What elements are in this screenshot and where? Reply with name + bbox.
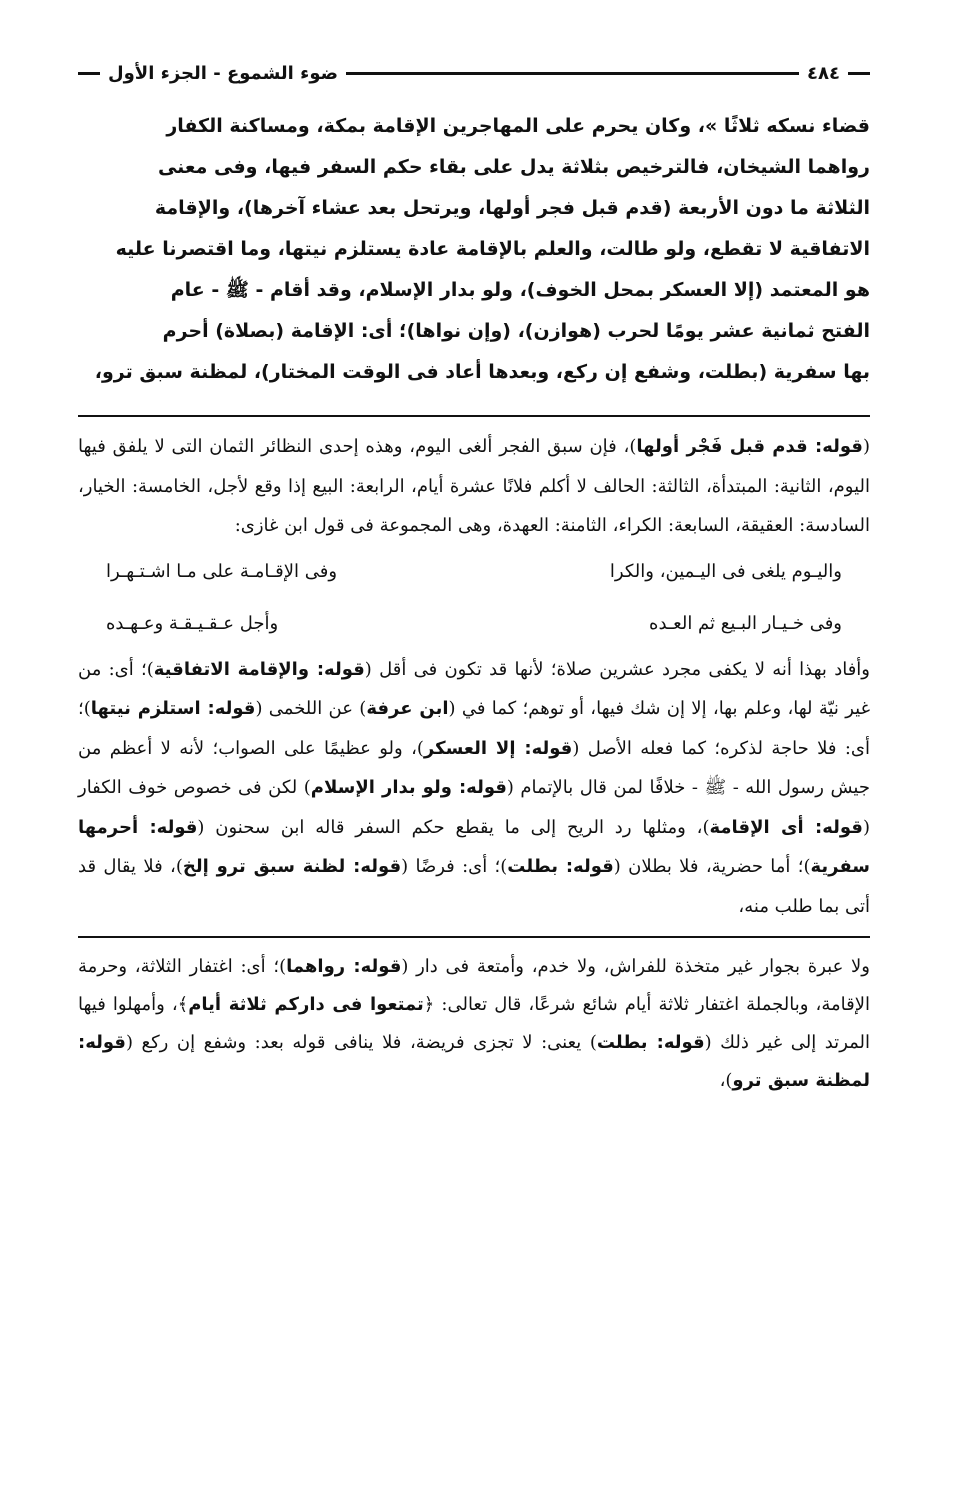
verse-hemistich-left: وأجل عـقـيـقـة وعـهـده: [106, 612, 279, 634]
quoted-term: ابن عرفة: [366, 698, 449, 719]
commentary-text: )، ولو عظيمًا على الصواب؛ لأنه لا أعظم من جيش رسول الله - ﷺ - خلافًا لمن قال بالإتمام (: [78, 737, 870, 798]
commentary-text: )، فلا يقال قد أتى بما طلب منه،: [78, 856, 870, 917]
header-rule-start: [848, 72, 870, 75]
commentary-text: ) لكن فى خصوص خوف الكفار (: [78, 777, 870, 838]
quoted-term: قوله: قدم قبل فَجْر أولها: [636, 436, 863, 457]
verse-line-1: [78, 546, 870, 598]
quoted-term: قوله: والإقامة الاتفاقية: [153, 658, 365, 680]
verse-hemistich-right: وفى خـيـار البـيع ثم العـده: [649, 612, 842, 634]
main-line: بها سفرية (بطلت، وشفع إن ركع، وبعدها أعاد فى الوقت المختار)، لمظنة سبق ترو،: [94, 361, 870, 383]
footnote-text: )،: [719, 1070, 733, 1091]
quoted-term: قوله: أحرمها سفرية: [78, 816, 871, 877]
running-header: [78, 58, 870, 88]
commentary-text: )؛ أى: من غير نيّة لها، وعلم بها، إلا إن شك فيها، أو توهم؛ كما في (: [78, 658, 871, 719]
quoted-term: قوله: ولو بدار الإسلام: [310, 777, 507, 798]
verse-hemistich-right: واليـوم يلغى فى اليـمين، والكرا: [609, 560, 842, 582]
commentary-divider: [78, 415, 870, 417]
quoted-term: قوله: رواهما: [286, 956, 402, 977]
header-rule: [346, 72, 799, 75]
footnote-paragraph: [78, 948, 870, 1100]
commentary-text: )؛ أما حضرية، فلا بطلان (: [613, 856, 811, 877]
header-rule-end: [78, 72, 100, 75]
book-title: ضوء الشموع - الجزء الأول: [108, 62, 338, 84]
main-line: الفتح ثمانية عشر يومًا لحرب (هوازن)، (وإن نواها)؛ أى: الإقامة (بصلاة) أحرم: [162, 320, 870, 342]
main-line: الثلاثة ما دون الأربعة (قدم قبل فجر أولها، ويرتحل بعد عشاء آخرها)، والإقامة: [154, 197, 870, 219]
quoted-term: قوله: أى الإقامة: [709, 816, 863, 838]
commentary-text: )، ومثلها رد الريح إلى ما يقطع حكم السفر قاله ابن سحنون (: [197, 816, 710, 838]
page-number: ٤٨٤: [807, 62, 840, 84]
main-line: هو المعتمد (إلا العسكر بمحل الخوف)، ولو بدار الإسلام، وقد أقام - ﷺ - عام: [170, 279, 870, 301]
footnote-text: )؛ أى: اغتفار الثلاثة، وحرمة الإقامة، وبالجملة اغتفار ثلاثة أيام شائع شرعًا، قال تعالى: ﴿: [78, 956, 870, 1015]
commentary-text: ) عن اللخمى (: [255, 698, 367, 719]
main-line: الاتفاقية لا تقطع، ولو طالت، والعلم بالإقامة عادة يستلزم نيتها، وما اقتصرنا عليه: [115, 238, 870, 260]
verse-line-2: [78, 598, 870, 650]
commentary-text: وأفاد بهذا أنه لا يكفى مجرد عشرين صلاة؛ لأنها قد تكون فى أقل (: [364, 658, 870, 680]
footnote-divider: [78, 936, 870, 938]
quoted-term: قوله: بطلت: [596, 1032, 705, 1053]
commentary-paragraph-2: [78, 650, 870, 927]
main-text: [78, 106, 870, 393]
commentary-text: )، فإن سبق الفجر ألغى اليوم، وهذه إحدى النظائر الثمان التى لا يلفق فيها اليوم، الثانية: المبتدأة، الثالثة: الحالف لا أكلم فلانًا عشرة أيام، الرابعة: البيع إذا وقع لأجل، الخامسة: الخيار، السادسة: العقيقة، السابعة: الكراء، الثامنة: العهدة، وهى المجموعة فى قول ابن غازى:: [78, 436, 870, 536]
book-page: [78, 58, 870, 1100]
footnote-text: ) يعنى: لا تجزى فريضة، فلا ينافى قوله بعد: وشفع إن ركع (: [125, 1032, 597, 1053]
footnote-text: ﴾، وأمهلوا فيها المرتد إلى غير ذلك (: [78, 994, 871, 1053]
commentary-text: )؛ أى: فرضًا (: [401, 856, 508, 877]
quran-quote: تمتعوا فى داركم ثلاثة أيام: [188, 994, 424, 1015]
footnote-text: ولا عبرة بجوار غير متخذة للفراش، ولا خدم، وأمتعة فى دار (: [401, 956, 870, 977]
main-line: قضاء نسكه ثلاثًا »، وكان يحرم على المهاجرين الإقامة بمكة، ومساكنة الكفار: [166, 115, 870, 137]
verse-hemistich-left: وفى الإقـامـة على مـا اشـتـهـرا: [106, 560, 338, 582]
footnote: [78, 948, 870, 1100]
commentary-paragraph-1: [78, 427, 870, 546]
commentary: [78, 427, 870, 546]
quoted-term: قوله: بطلت: [507, 856, 614, 877]
quoted-term: قوله: لظنة سبق ترو إلخ: [182, 856, 402, 877]
quoted-term: قوله: استلزم نيتها: [90, 698, 256, 719]
quoted-term: قوله: لمظنة سبق ترو: [78, 1032, 870, 1091]
commentary-text: )؛ أى: فلا حاجة لذكره؛ كما فعله الأصل (: [78, 698, 871, 759]
main-line: رواهما الشيخان، فالترخيص بثلاثة يدل على بقاء حكم السفر فيها، وفى معنى: [157, 156, 870, 178]
paren: (: [862, 436, 870, 457]
quoted-term: قوله: إلا العسكر: [423, 737, 573, 759]
commentary-continued: [78, 650, 870, 927]
